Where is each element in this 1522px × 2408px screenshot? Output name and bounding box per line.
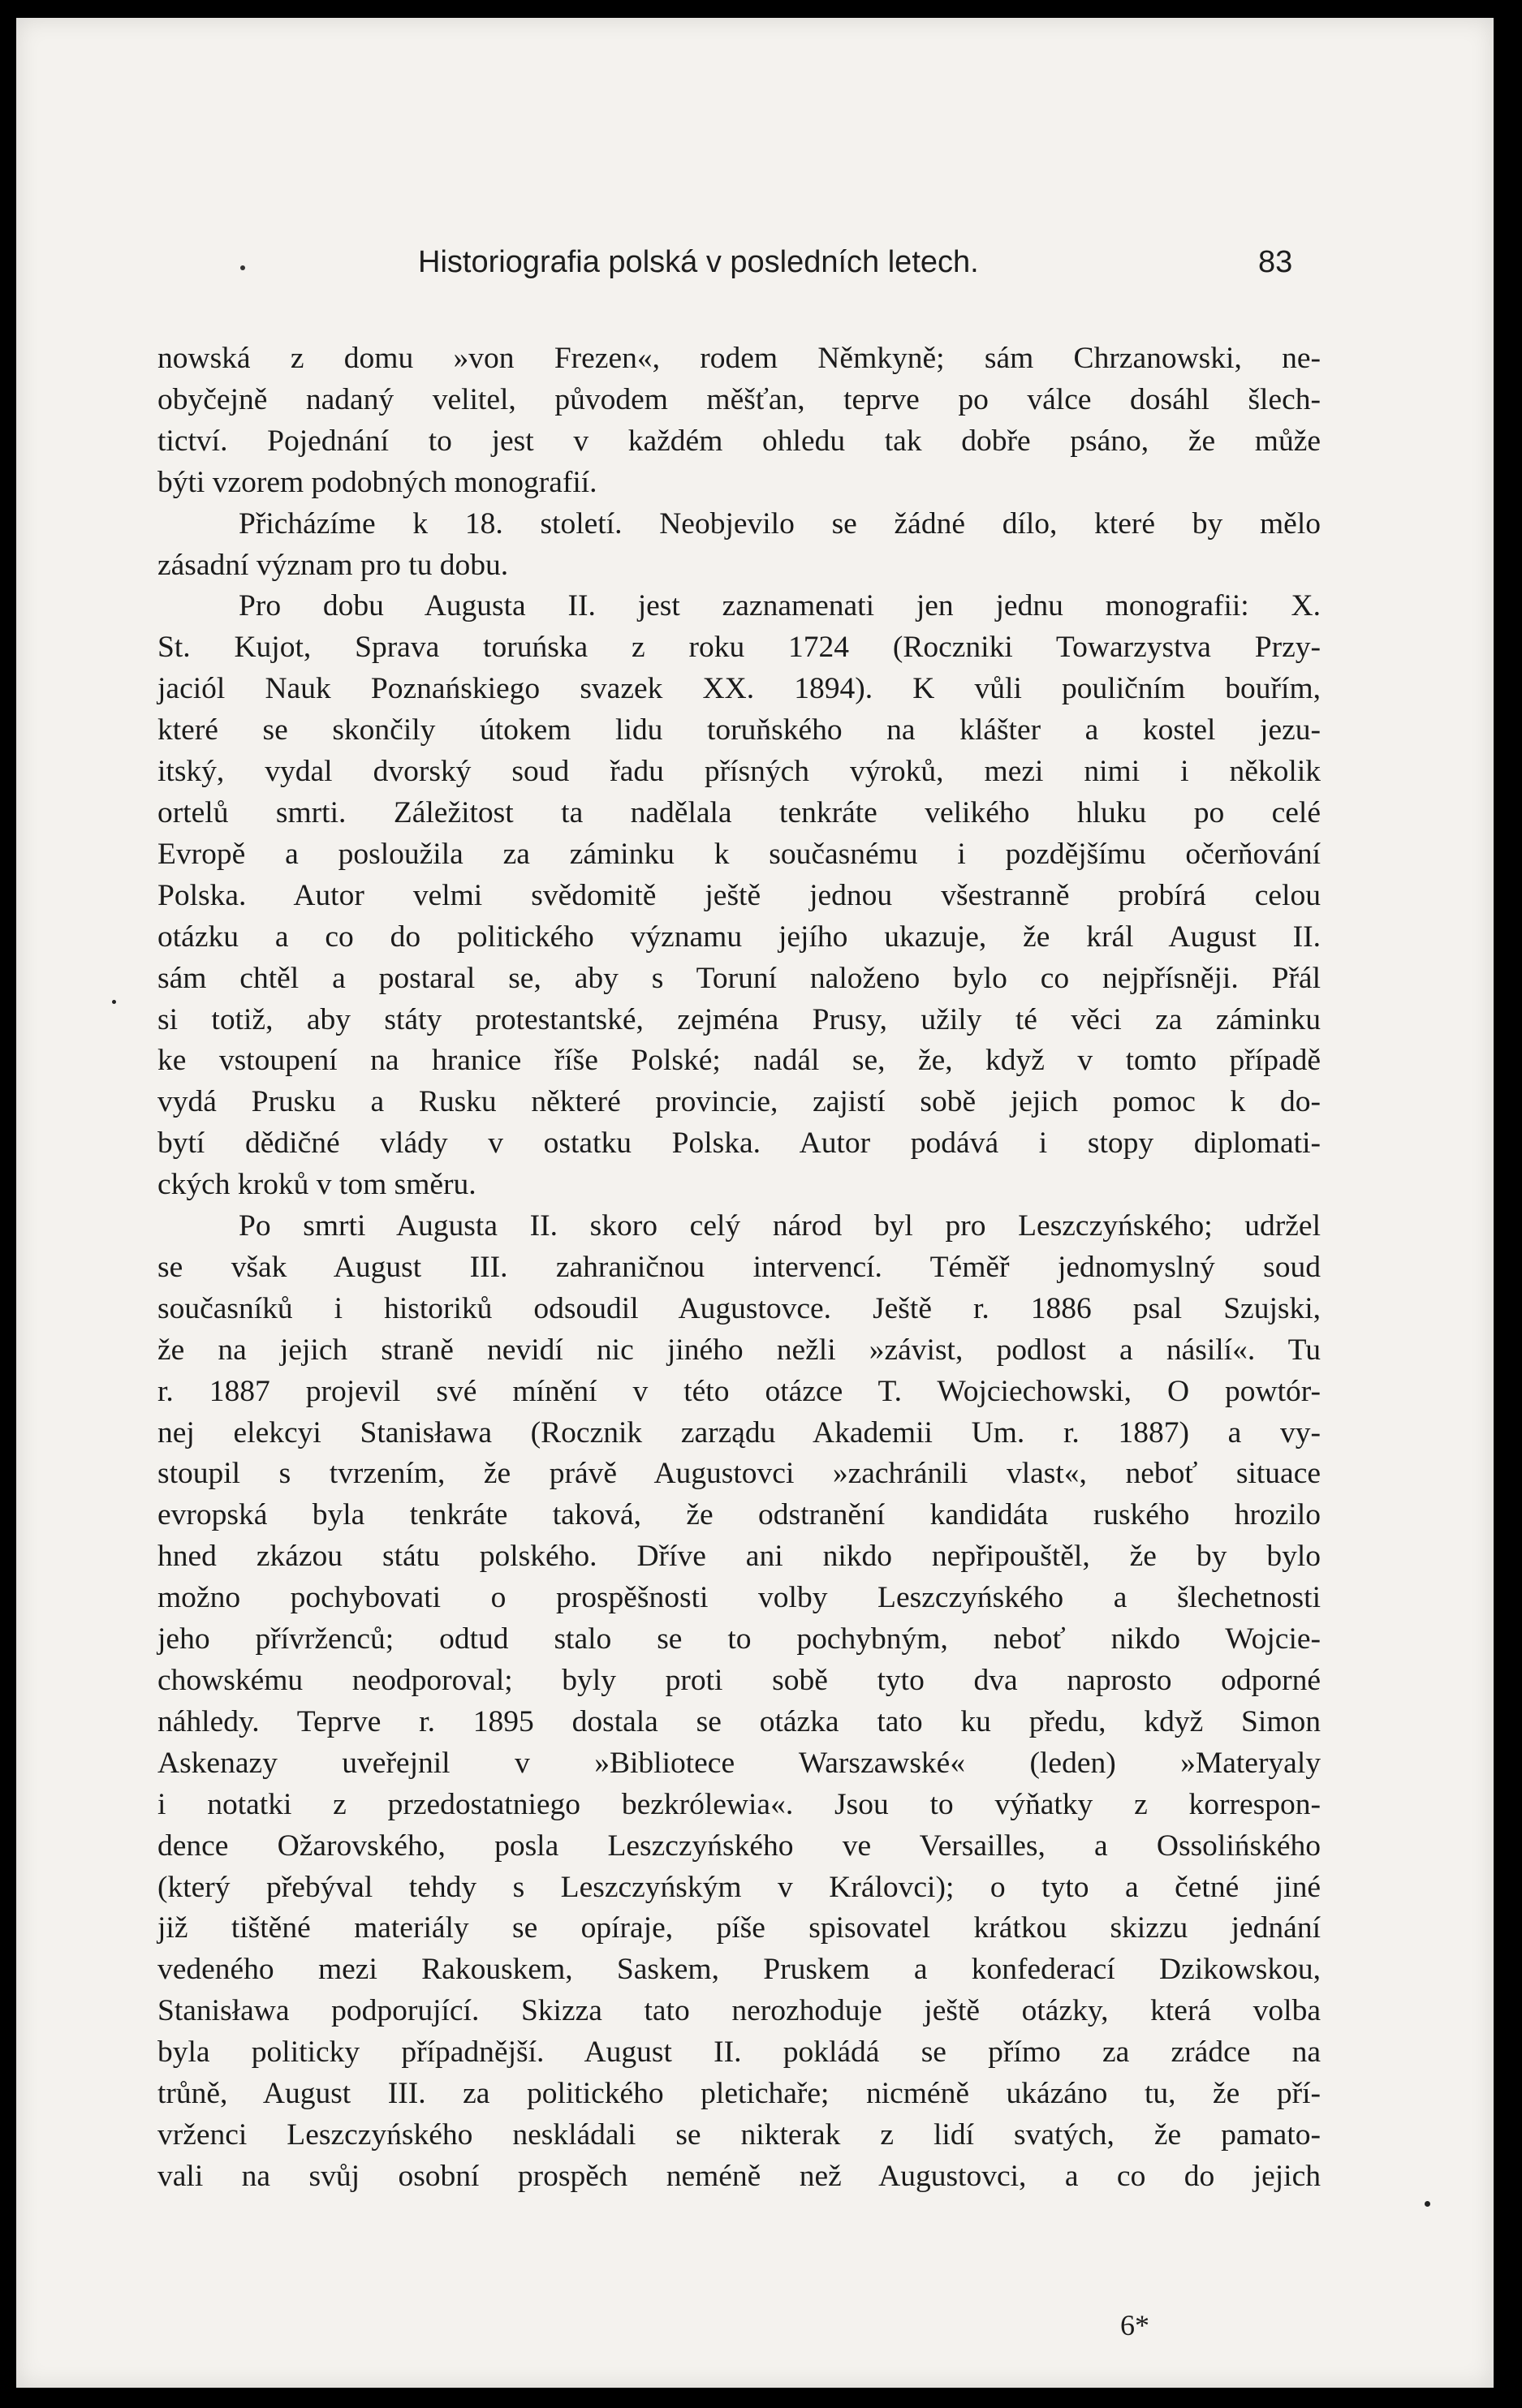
text-line: trůně, August III. za politického pletichaře; nicméně ukázáno tu, že pří- xyxy=(157,2077,1321,2111)
text-line: otázku a co do politického významu jejího ukazuje, že král August II. xyxy=(157,920,1321,954)
text-line: r. 1887 projevil své mínění v této otázce T. Wojciechowski, O powtór- xyxy=(157,1374,1321,1408)
text-line: jaciól Nauk Poznańskiego svazek XX. 1894). K vůli pouličním bouřím, xyxy=(157,672,1321,706)
text-line: se však August III. zahraničnou intervencí. Téměř jednomyslný soud xyxy=(157,1250,1321,1284)
text-line: Evropě a posloužila za záminku k současnému i pozdějšímu očerňování xyxy=(157,837,1321,871)
text-line: nej elekcyi Stanisława (Rocznik zarządu Akademii Um. r. 1887) a vy- xyxy=(157,1415,1321,1450)
text-line: chowskému neodporoval; byly proti sobě tyto dva naprosto odporné xyxy=(157,1664,1321,1697)
text-line: které se skončily útokem lidu toruňského na klášter a kostel jezu- xyxy=(157,713,1321,747)
text-line: že na jejich straně nevidí nic jiného nežli »závist, podlost a násilí«. Tu xyxy=(157,1333,1321,1367)
text-line: Stanisława podporující. Skizza tato nerozhoduje ještě otázky, která volba xyxy=(157,1994,1321,2028)
text-line: ckých kroků v tom směru. xyxy=(157,1168,476,1202)
text-line: současníků i historiků odsoudil Augustovce. Ještě r. 1886 psal Szujski, xyxy=(157,1291,1321,1325)
text-line: Pro dobu Augusta II. jest zaznamenati jen jednu monografii: X. xyxy=(239,589,1321,623)
text-line: býti vzorem podobných monografií. xyxy=(157,465,597,499)
text-line: ke vstoupení na hranice říše Polské; nadál se, že, když v tomto případě xyxy=(157,1044,1321,1078)
text-line: vrženci Leszczyńského neskládali se nikterak z lidí svatých, že pamato- xyxy=(157,2117,1321,2152)
signature-mark: 6* xyxy=(1120,2309,1149,2341)
text-line: bytí dědičné vlády v ostatku Polska. Autor podává i stopy diplomati- xyxy=(157,1126,1321,1161)
running-head-title: Historiografia polská v posledních letech. xyxy=(418,245,979,279)
book-page xyxy=(16,18,1494,2388)
text-line: Po smrti Augusta II. skoro celý národ byl pro Leszczyńského; udržel xyxy=(239,1209,1321,1243)
text-line: (který přebýval tehdy s Leszczyńským v Královci); o tyto a četné jiné xyxy=(157,1870,1321,1904)
running-head xyxy=(16,245,1494,294)
text-line: vali na svůj osobní prospěch neméně než Augustovci, a co do jejich xyxy=(157,2159,1321,2193)
text-line: jeho přívrženců; odtud stalo se to pochybným, neboť nikdo Wojcie- xyxy=(157,1622,1321,1656)
text-line: si totiž, aby státy protestantské, zejména Prusy, užily té věci za záminku xyxy=(157,1002,1321,1036)
text-line: Askenazy uveřejnil v »Bibliotece Warszawské« (leden) »Materyaly xyxy=(157,1746,1321,1780)
text-line: sám chtěl a postaral se, aby s Toruní naloženo bylo co nejpřísněji. Přál xyxy=(157,961,1321,995)
text-line: itský, vydal dvorský soud řadu přísných výroků, mezi nimi i několik xyxy=(157,755,1321,789)
text-line: Polska. Autor velmi svědomitě ještě jednou všestranně probírá celou xyxy=(157,878,1321,912)
text-line: již tištěné materiály se opíraje, píše spisovatel krátkou skizzu jednání xyxy=(157,1911,1321,1945)
text-line: stoupil s tvrzením, že právě Augustovci »zachránili vlast«, neboť situace xyxy=(157,1457,1321,1491)
text-line: možno pochybovati o prospěšnosti volby Leszczyńského a šlechetnosti xyxy=(157,1581,1321,1615)
page-number: 83 xyxy=(1258,245,1293,279)
text-line: tictví. Pojednání to jest v každém ohledu tak dobře psáno, že může xyxy=(157,424,1321,458)
text-line: vedeného mezi Rakouskem, Saskem, Pruskem a konfederací Dzikowskou, xyxy=(157,1953,1321,1987)
text-line: St. Kujot, Sprava toruńska z roku 1724 (Roczniki Towarzystva Przy- xyxy=(157,631,1321,665)
text-line: vydá Prusku a Rusku některé provincie, zajistí sobě jejich pomoc k do- xyxy=(157,1085,1321,1119)
text-line: byla politicky případnější. August II. pokládá se přímo za zrádce na xyxy=(157,2035,1321,2070)
text-line: obyčejně nadaný velitel, původem měšťan, teprve po válce dosáhl šlech- xyxy=(157,382,1321,416)
body-text xyxy=(157,338,1321,2198)
text-line: dence Ožarovského, posla Leszczyńského ve Versailles, a Ossolińského xyxy=(157,1829,1321,1863)
text-line: ortelů smrti. Záležitost ta nadělala tenkráte velikého hluku po celé xyxy=(157,795,1321,829)
margin-speck xyxy=(112,1000,116,1004)
text-line: i notatki z przedostatniego bezkrólewia«. Jsou to výňatky z korrespon- xyxy=(157,1787,1321,1821)
text-line: zásadní význam pro tu dobu. xyxy=(157,548,509,582)
text-line: Přicházíme k 18. století. Neobjevilo se žádné dílo, které by mělo xyxy=(239,506,1321,541)
text-line: hned zkázou státu polského. Dříve ani nikdo nepřipouštěl, že by bylo xyxy=(157,1540,1321,1574)
text-line: nowská z domu »von Frezen«, rodem Němkyně; sám Chrzanowski, ne- xyxy=(157,342,1321,375)
text-line: náhledy. Teprve r. 1895 dostala se otázka tato ku předu, když Simon xyxy=(157,1704,1321,1738)
margin-speck xyxy=(1425,2201,1430,2207)
text-line: evropská byla tenkráte taková, že odstranění kandidáta ruského hrozilo xyxy=(157,1498,1321,1532)
